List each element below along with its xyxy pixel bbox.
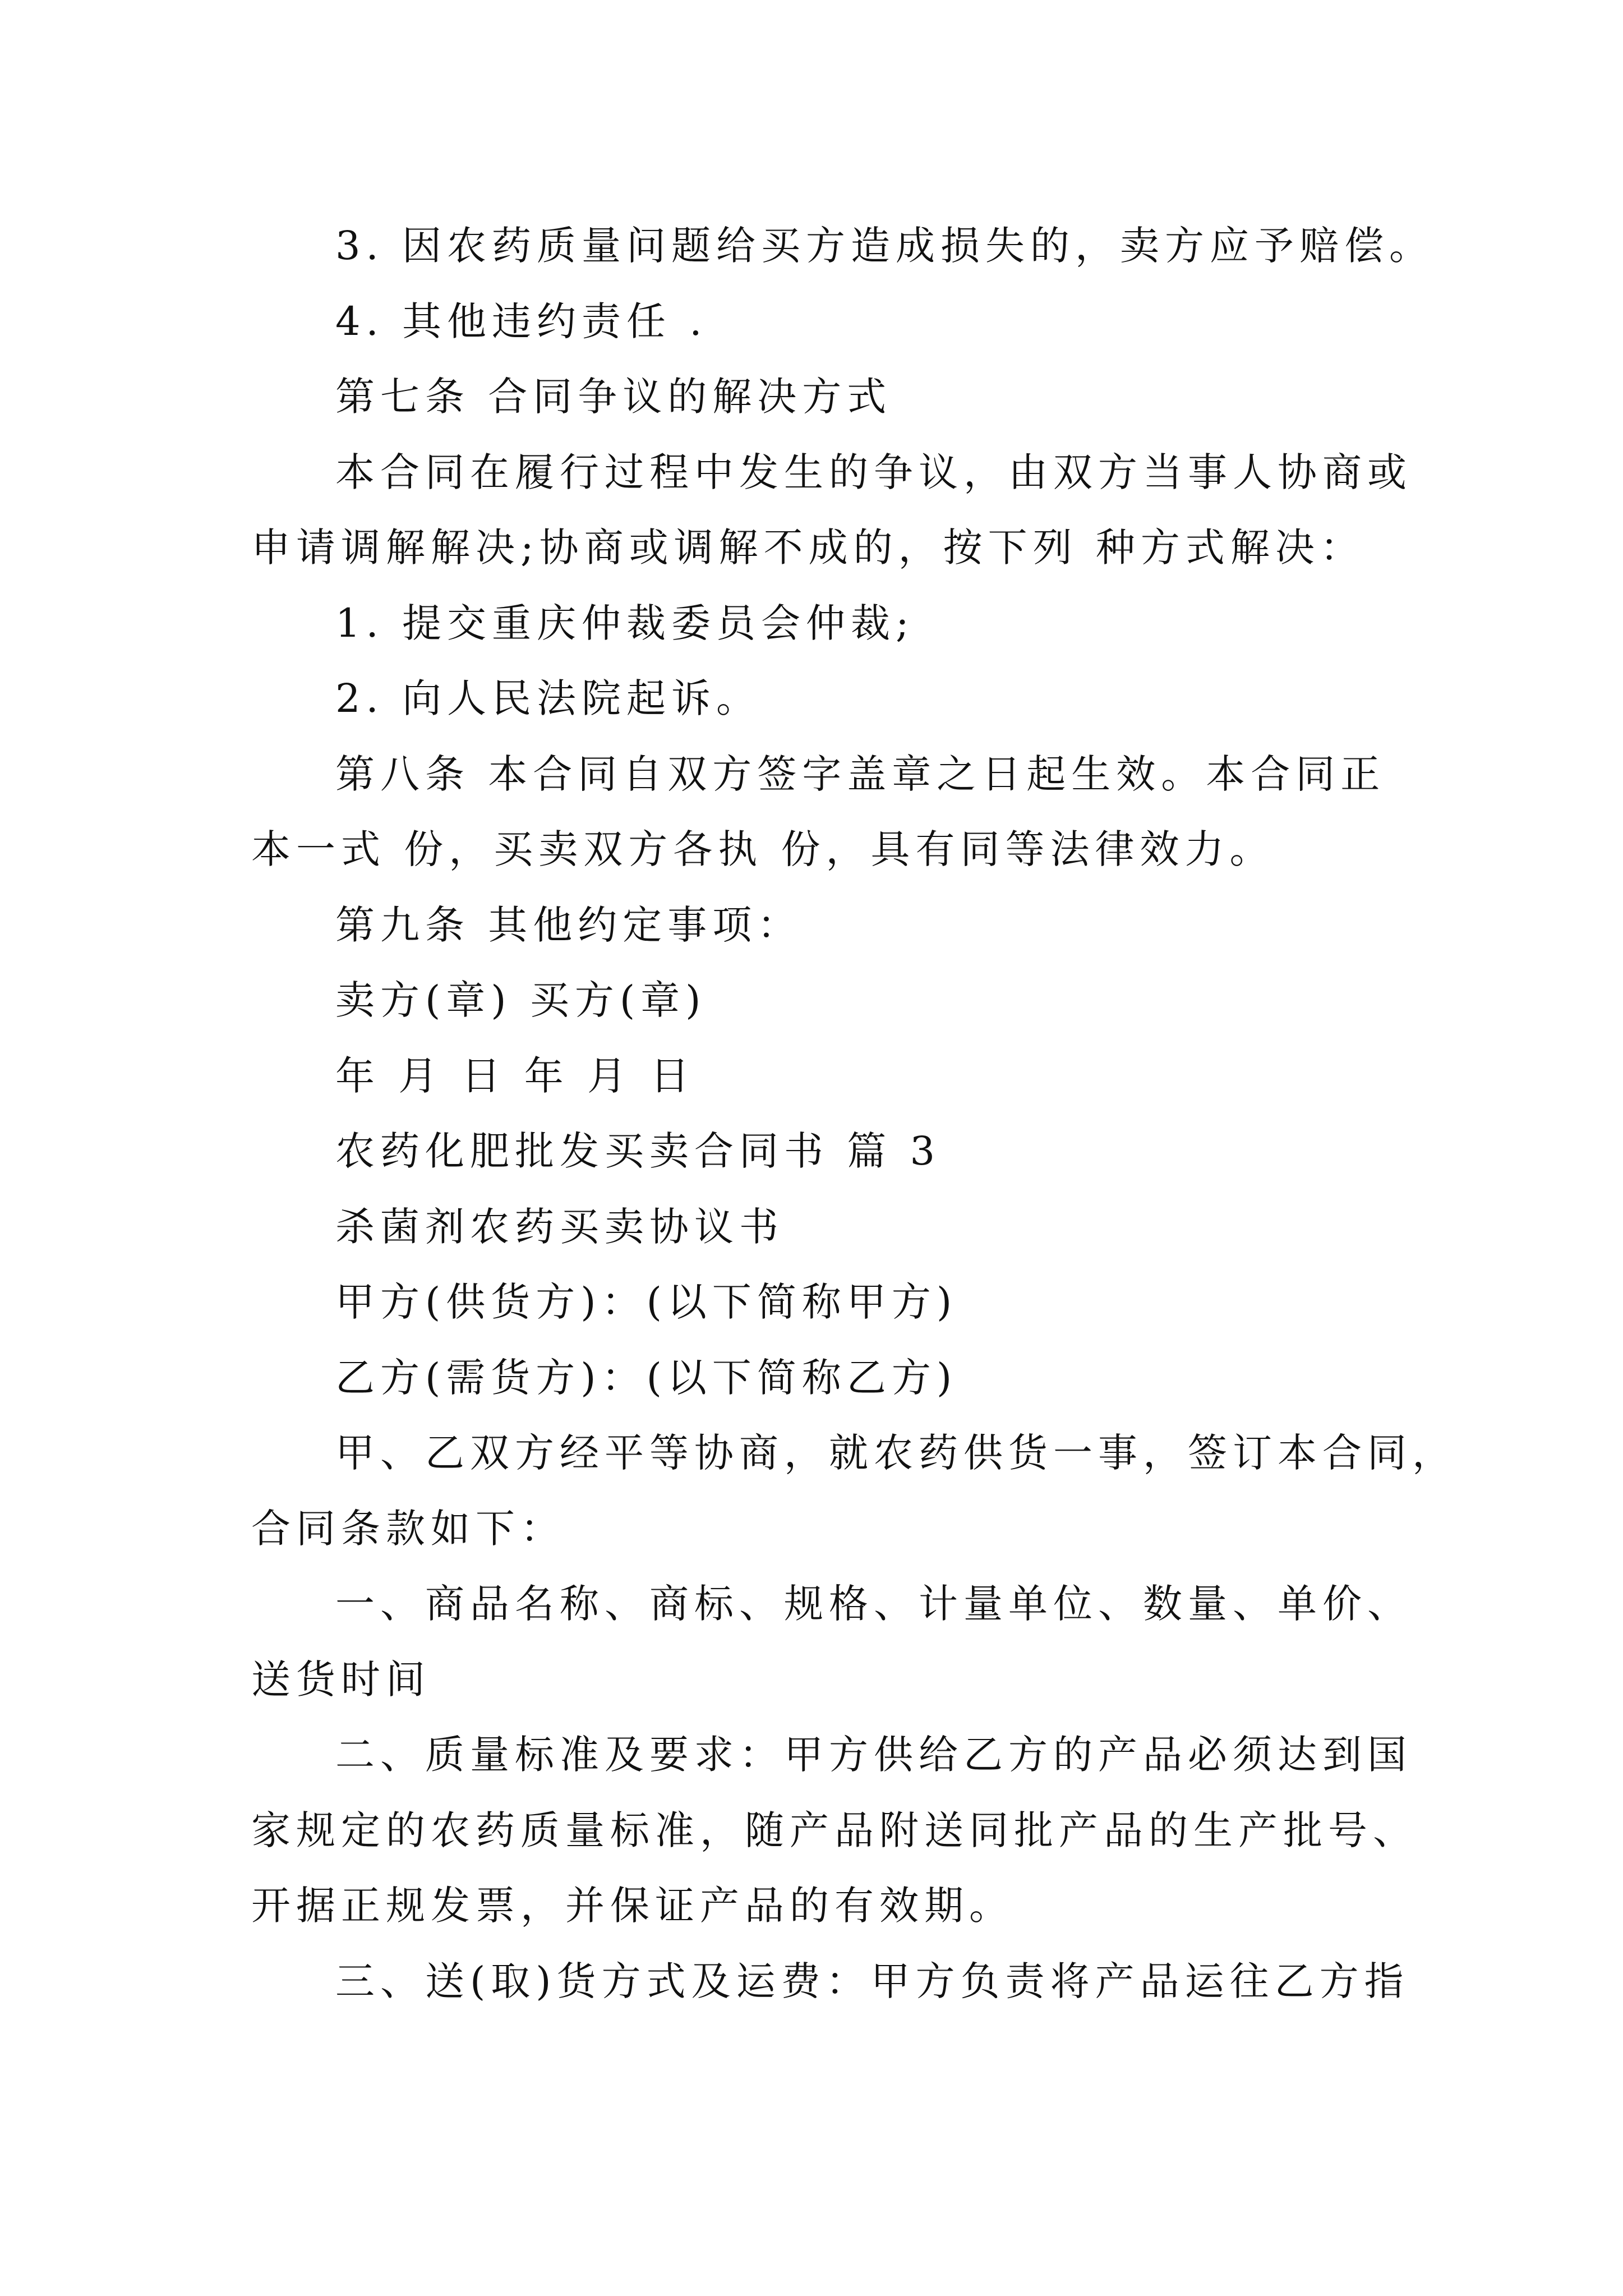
text-line: 3. 因农药质量问题给买方造成损失的，卖方应予赔偿。 xyxy=(335,223,1435,269)
date-line: 年 月 日 年 月 日 xyxy=(335,1053,695,1099)
document-title: 农药化肥批发买卖合同书 篇 3 xyxy=(335,1128,941,1174)
section-heading: 第九条 其他约定事项： xyxy=(335,902,803,948)
text-line: 申请调解解决;协商或调解不成的，按下列 种方式解决： xyxy=(251,524,1365,570)
section-heading: 第七条 合同争议的解决方式 xyxy=(335,374,892,420)
text-line: 1. 提交重庆仲裁委员会仲裁; xyxy=(335,600,915,646)
text-line: 第八条 本合同自双方签字盖章之日起生效。本合同正 xyxy=(335,751,1386,797)
text-line: 4. 其他违约责任 . xyxy=(335,298,708,344)
party-line: 甲方(供货方)：(以下简称甲方) xyxy=(335,1279,958,1325)
text-line: 合同条款如下： xyxy=(251,1506,565,1552)
text-line: 本合同在履行过程中发生的争议，由双方当事人协商或 xyxy=(335,449,1412,495)
text-line: 二、质量标准及要求：甲方供给乙方的产品必须达到国 xyxy=(335,1732,1412,1778)
signature-line: 卖方(章) 买方(章) xyxy=(335,977,707,1023)
text-line: 甲、乙双方经平等协商，就农药供货一事，签订本合同， xyxy=(335,1430,1457,1476)
text-line: 2. 向人民法院起诉。 xyxy=(335,675,762,721)
text-line: 三、送(取)货方式及运费：甲方负责将产品运往乙方指 xyxy=(335,1958,1409,2004)
text-line: 家规定的农药质量标准，随产品附送同批产品的生产批号、 xyxy=(251,1807,1418,1853)
text-line: 一、商品名称、商标、规格、计量单位、数量、单价、 xyxy=(335,1581,1412,1627)
document-subtitle: 杀菌剂农药买卖协议书 xyxy=(335,1204,784,1250)
text-line: 开据正规发票，并保证产品的有效期。 xyxy=(251,1883,1014,1929)
text-line: 送货时间 xyxy=(251,1657,431,1703)
party-line: 乙方(需货方)：(以下简称乙方) xyxy=(335,1355,958,1401)
text-line: 本一式 份，买卖双方各执 份，具有同等法律效力。 xyxy=(251,826,1275,872)
